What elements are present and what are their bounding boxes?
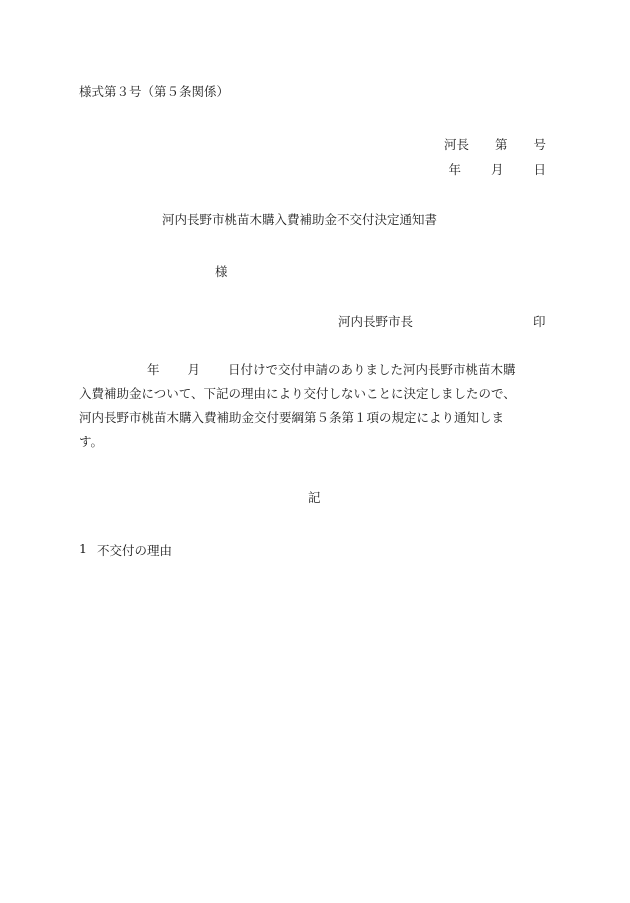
seal-mark: 印 xyxy=(533,314,546,329)
issue-date xyxy=(448,160,546,178)
body-line-2: 入費補助金について、下記の理由により交付しないことに決定しましたので、 xyxy=(79,386,516,401)
list-item xyxy=(79,541,172,559)
body-date-year: 年 xyxy=(147,362,160,377)
issue-date-year: 年 xyxy=(448,162,461,177)
reference-go: 号 xyxy=(533,137,546,152)
notice-body xyxy=(79,358,549,454)
issue-date-day: 日 xyxy=(533,162,546,177)
reference-dai: 第 xyxy=(494,137,508,152)
document-title: 河内長野市桃苗木購入費補助金不交付決定通知書 xyxy=(162,212,438,227)
body-line-3: 河内長野市桃苗木購入費補助金交付要綱第５条第１項の規定により通知しま xyxy=(79,410,505,425)
addressee-suffix: 様 xyxy=(215,264,228,279)
reference-number xyxy=(444,135,546,153)
body-line-1 xyxy=(79,358,549,382)
issuer-name: 河内長野市長 xyxy=(338,314,414,329)
item-number: 1 xyxy=(79,541,87,556)
body-line-1-text: 日付けで交付申請のありました河内長野市桃苗木購 xyxy=(228,362,516,377)
body-date-month: 月 xyxy=(187,362,201,377)
reference-prefix: 河長 xyxy=(443,137,469,152)
form-number: 様式第３号（第５条関係） xyxy=(79,84,230,99)
ki-heading: 記 xyxy=(308,490,321,505)
body-line-4: す。 xyxy=(79,434,104,449)
item-label: 不交付の理由 xyxy=(97,543,173,558)
issue-date-month: 月 xyxy=(490,162,504,177)
